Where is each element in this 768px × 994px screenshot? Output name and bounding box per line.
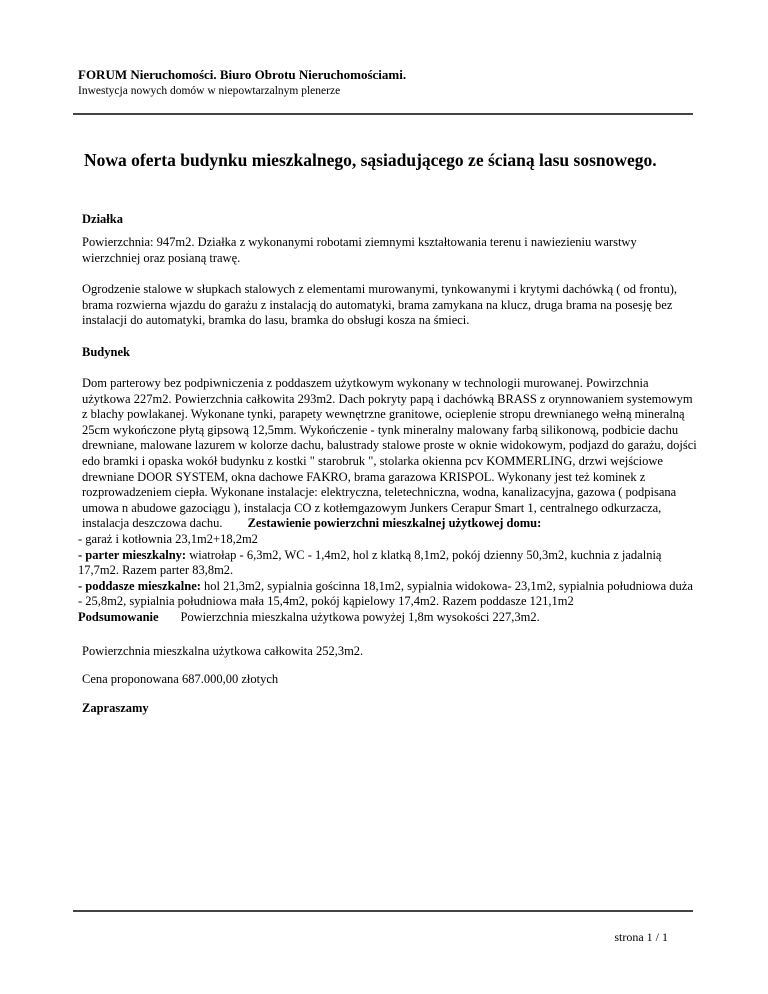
- footer-divider: [73, 910, 693, 912]
- parter-line: [78, 548, 698, 579]
- podsumowanie-line: [78, 610, 698, 626]
- budynek-section: [78, 376, 698, 626]
- company-subtitle: Inwestycja nowych domów w niepowtarzalnym plenerze: [78, 85, 341, 97]
- poddasze-line: [78, 579, 698, 610]
- podsumowanie-label: Podsumowanie: [78, 609, 159, 624]
- section-heading-dzialka: Działka: [82, 212, 123, 226]
- offer-headline: Nowa oferta budynku mieszkalnego, sąsiadującego ze ścianą lasu sosnowego.: [84, 150, 657, 170]
- page-number: strona 1 / 1: [614, 930, 668, 944]
- dzialka-text-2: Ogrodzenie stalowe w słupkach stalowych z elementami murowanymi, tynkowanymi i krytymi dachówką ( od frontu), brama rozwierna wjazdu do garażu z instalacją do automatyki, brama zamykana na klucz, druga brama na posesję bez instalacji do automatyki, bramka do lasu, bramka do obsługi kosza na śmieci.: [82, 282, 677, 328]
- poddasze-text: hol 21,3m2, sypialnia gościnna 18,1m2, sypialnia widokowa- 23,1m2, sypialnia południowa duża - 25,8m2, sypialnia południowa mała 15,4m2, pokój kąpielowy 17,4m2. Razem poddasze 121,1m2: [78, 578, 693, 609]
- header-divider: [73, 113, 693, 115]
- dzialka-text-1: Powierzchnia: 947m2. Działka z wykonanymi robotami ziemnymi kształtowania terenu i nawiezieniu warstwy wierzchniej oraz posianą trawę.: [82, 235, 637, 265]
- budynek-paragraph: [78, 376, 698, 532]
- total-area-line: Powierzchnia mieszkalna użytkowa całkowita 252,3m2.: [82, 644, 364, 658]
- budynek-description: Dom parterowy bez podpiwniczenia z poddaszem użytkowym wykonany w technologii murowanej. Powirzchnia użytkowa 227m2. Powierzchnia całkowita 293m2. Dach pokryty papą i dachówką BRASS z orynnowaniem systemowym z blachy powlakanej. Wykonane tynki, parapety wewnętrzne granitowe, ocieplenie stropu drewnianego wełną mineralną 25cm wykończone płytą gipsową 12,5mm. Wykończenie - tynk mineralny malowany farbą silikonową, podbicie dachu drewniane, malowane lazurem w kolorze dachu, balustrady stalowe proste w oknie widokowym, podjazd do garażu, dojści edo bramki i opaska wokół budynku z kostki " starobruk ", stolarka okienna pcv KOMMERLING, drzwi wejściowe drewniane DOOR SYSTEM, okna dachowe FAKRO, brama garazowa KRISPOL. Wykonany jest też kominek z rozprowadzeniem ciepła. Wykonane instalacje: elektryczna, teletechniczna, wodna, kanalizacyjna, gazowa ( podpisana umowa n abudowe gazociągu ), instalacja CO z kotłemgazowym Junkers Cerapur Smart 1, centralnego odkurzacza, instalacja deszczowa dachu.: [82, 376, 697, 531]
- podsumowanie-text: Powierzchnia mieszkalna użytkowa powyżej 1,8m wysokości 227,3m2.: [180, 609, 540, 624]
- invitation-text: Zapraszamy: [82, 701, 149, 715]
- company-title: FORUM Nieruchomości. Biuro Obrotu Nieruchomościami.: [78, 67, 407, 82]
- zestawienie-heading: Zestawienie powierzchni mieszkalnej użytkowej domu:: [247, 516, 542, 531]
- poddasze-label: - poddasze mieszkalne:: [78, 578, 201, 593]
- dzialka-paragraph-1: [78, 235, 698, 266]
- parter-text: wiatrołap - 6,3m2, WC - 1,4m2, hol z klatką 8,1m2, pokój dzienny 50,3m2, kuchnia z jadalnią 17,7m2. Razem parter 83,8m2.: [78, 547, 662, 578]
- garaz-line: - garaż i kotłownia 23,1m2+18,2m2: [78, 531, 258, 546]
- price-line: Cena proponowana 687.000,00 złotych: [82, 672, 279, 686]
- section-heading-budynek: Budynek: [82, 345, 130, 359]
- dzialka-paragraph-2: [78, 282, 698, 329]
- parter-label: - parter mieszkalny:: [78, 547, 187, 562]
